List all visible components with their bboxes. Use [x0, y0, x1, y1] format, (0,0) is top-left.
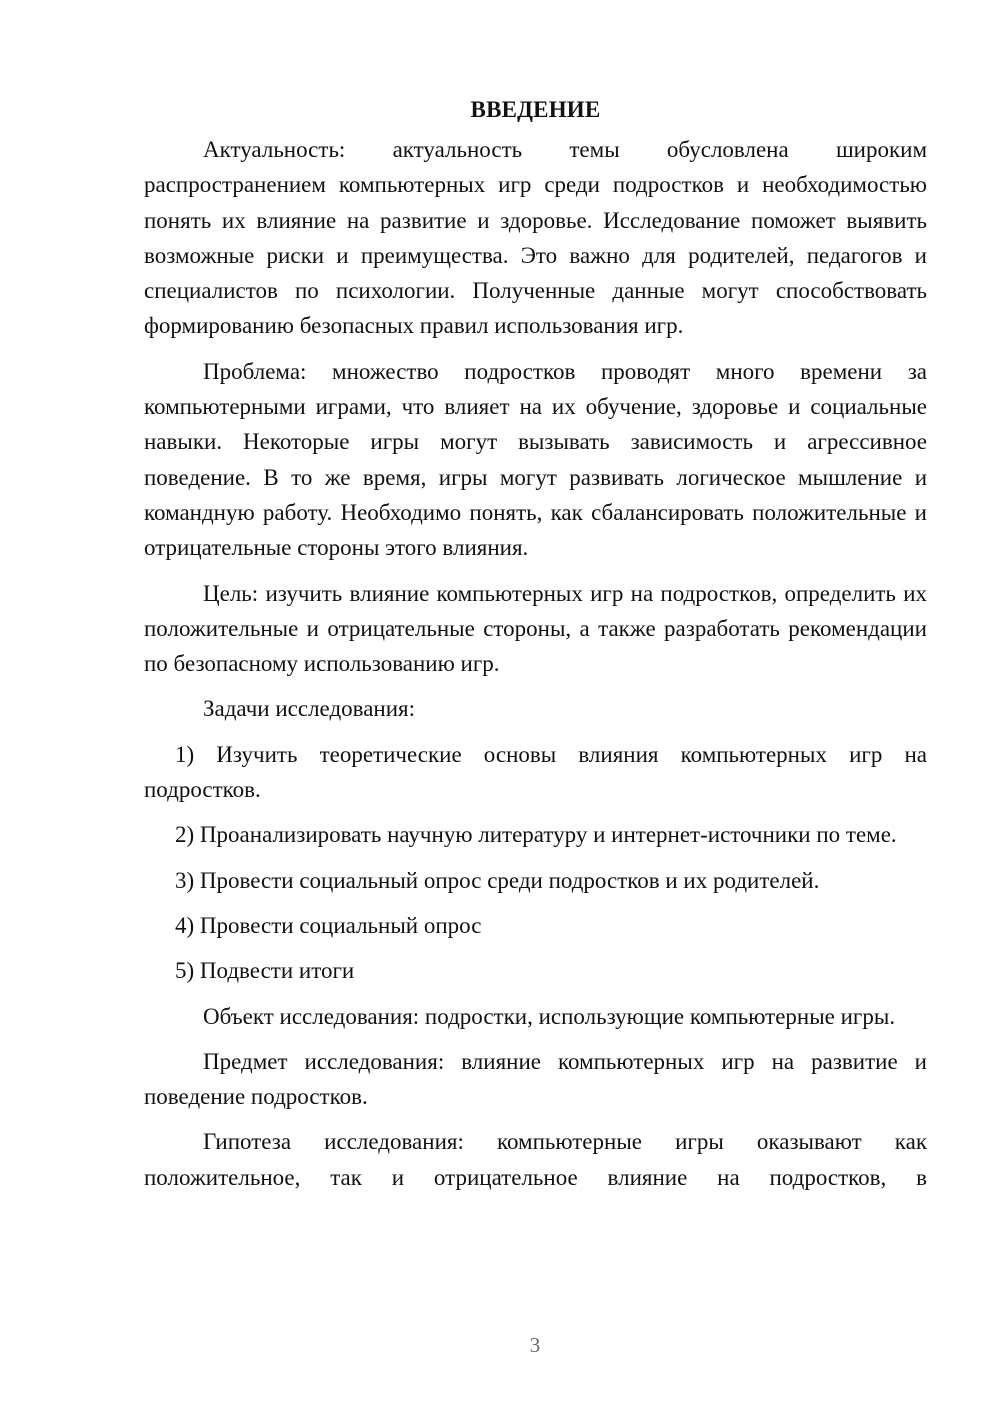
paragraph-problem: Проблема: множество подростков проводят много времени за компьютерными играми, что влияет на их обучение, здоровье и социальные навыки. Некоторые игры могут вызывать зависимость и агрессивное поведение. В то же время, игры могут развивать логическое мышление и командную работу. Необходимо понять, как сбалансировать положительные и отрицательные стороны этого влияния. — [144, 358, 927, 561]
paragraph-goal: Цель: изучить влияние компьютерных игр на подростков, определить их положительные и отрицательные стороны, а также разработать рекомендации по безопасному использованию игр. — [144, 580, 927, 677]
page-number: 3 — [529, 1333, 541, 1357]
section-heading: ВВЕДЕНИЕ — [470, 97, 601, 122]
paragraph-subject: Предмет исследования: влияние компьютерных игр на развитие и поведение подростков. — [144, 1048, 927, 1110]
task-item-5: 5) Подвести итоги — [175, 958, 355, 984]
paragraph-relevance: Актуальность: актуальность темы обусловлена широким распространением компьютерных игр среди подростков и необходимостью понять их влияние на развитие и здоровье. Исследование поможет выявить возможные риски и преимущества. Это важно для родителей, педагогов и специалистов по психологии. Полученные данные могут способствовать формированию безопасных правил использования игр. — [144, 137, 927, 339]
task-item-2: 2) Проанализировать научную литературу и интернет-источники по теме. — [175, 822, 897, 848]
task-item-1: 1) Изучить теоретические основы влияния компьютерных игр на подростков. — [144, 741, 927, 803]
paragraph-object: Объект исследования: подростки, использующие компьютерные игры. — [203, 1003, 896, 1029]
task-item-3: 3) Провести социальный опрос среди подростков и их родителей. — [175, 867, 820, 893]
document-page — [144, 92, 927, 1205]
paragraph-tasks-heading: Задачи исследования: — [203, 696, 416, 722]
paragraph-hypothesis: Гипотеза исследования: компьютерные игры оказывают как положительное, так и отрицательное влияние на подростков, в — [144, 1129, 927, 1190]
task-item-4: 4) Провести социальный опрос — [175, 912, 482, 938]
